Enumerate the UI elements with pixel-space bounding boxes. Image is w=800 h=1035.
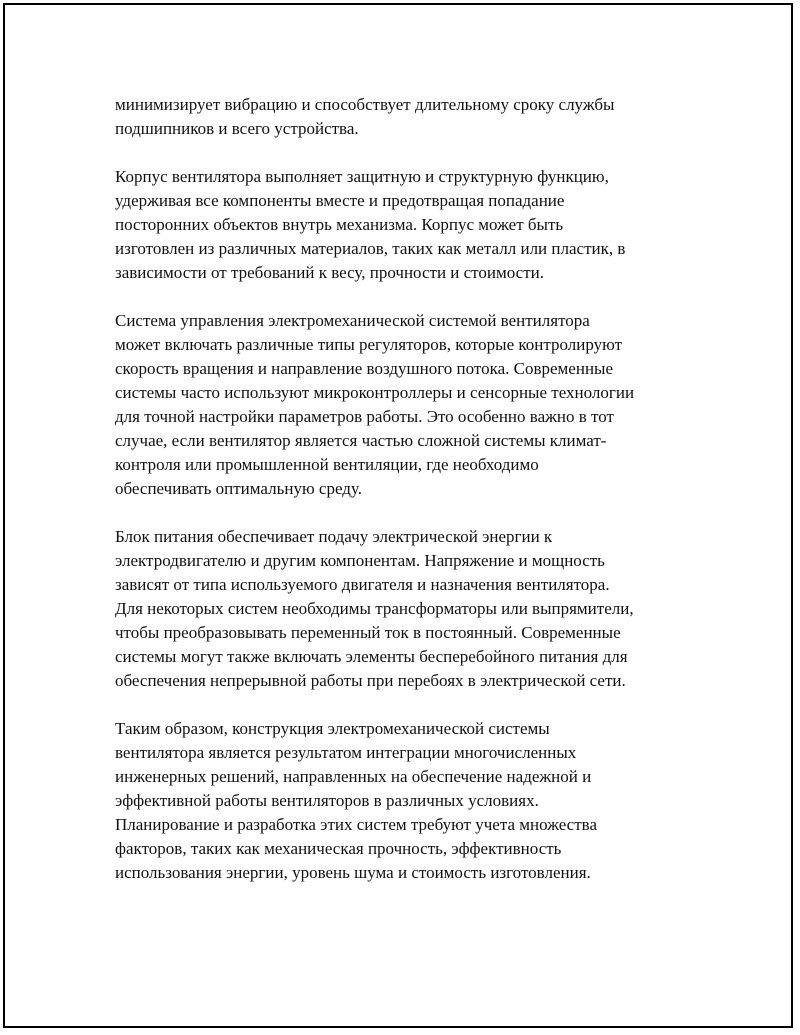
paragraph-2: [115, 165, 690, 285]
text-line: Планирование и разработка этих систем требуют учета множества: [115, 815, 598, 834]
text-line: Система управления электромеханической системой вентилятора: [115, 311, 590, 330]
text-line: зависимости от требований к весу, прочности и стоимости.: [115, 263, 544, 282]
text-line: эффективной работы вентиляторов в различных условиях.: [115, 791, 539, 810]
text-line: минимизирует вибрацию и способствует длительному сроку службы: [115, 95, 615, 114]
text-line: скорость вращения и направление воздушного потока. Современные: [115, 359, 614, 378]
text-line: удерживая все компоненты вместе и предотвращая попадание: [115, 191, 565, 210]
paragraph-5: [115, 717, 690, 885]
text-line: Корпус вентилятора выполняет защитную и структурную функцию,: [115, 167, 609, 186]
paragraph-1: [115, 93, 690, 141]
text-line: вентилятора является результатом интеграции многочисленных: [115, 743, 577, 762]
text-line: контроля или промышленной вентиляции, где необходимо: [115, 455, 539, 474]
text-line: подшипников и всего устройства.: [115, 119, 359, 138]
text-line: обеспечивать оптимальную среду.: [115, 479, 362, 498]
text-line: может включать различные типы регуляторов, которые контролируют: [115, 335, 623, 354]
text-line: факторов, таких как механическая прочность, эффективность: [115, 839, 562, 858]
text-line: зависят от типа используемого двигателя и назначения вентилятора.: [115, 575, 610, 594]
text-line: системы могут также включать элементы бесперебойного питания для: [115, 647, 628, 666]
text-line: для точной настройки параметров работы. Это особенно важно в тот: [115, 407, 614, 426]
text-line: Таким образом, конструкция электромеханической системы: [115, 719, 550, 738]
text-line: обеспечения непрерывной работы при перебоях в электрической сети.: [115, 671, 626, 690]
text-line: случае, если вентилятор является частью сложной системы климат-: [115, 431, 607, 450]
paragraph-4: [115, 525, 690, 693]
text-line: посторонних объектов внутрь механизма. Корпус может быть: [115, 215, 564, 234]
text-line: системы часто используют микроконтроллеры и сенсорные технологии: [115, 383, 635, 402]
document-body: [115, 93, 690, 909]
text-line: инженерных решений, направленных на обеспечение надежной и: [115, 767, 592, 786]
text-line: использования энергии, уровень шума и стоимость изготовления.: [115, 863, 591, 882]
text-line: электродвигателю и другим компонентам. Напряжение и мощность: [115, 551, 605, 570]
paragraph-3: [115, 309, 690, 501]
text-line: изготовлен из различных материалов, таких как металл или пластик, в: [115, 239, 626, 258]
text-line: чтобы преобразовывать переменный ток в постоянный. Современные: [115, 623, 621, 642]
text-line: Для некоторых систем необходимы трансформаторы или выпрямители,: [115, 599, 634, 618]
text-line: Блок питания обеспечивает подачу электрической энергии к: [115, 527, 553, 546]
